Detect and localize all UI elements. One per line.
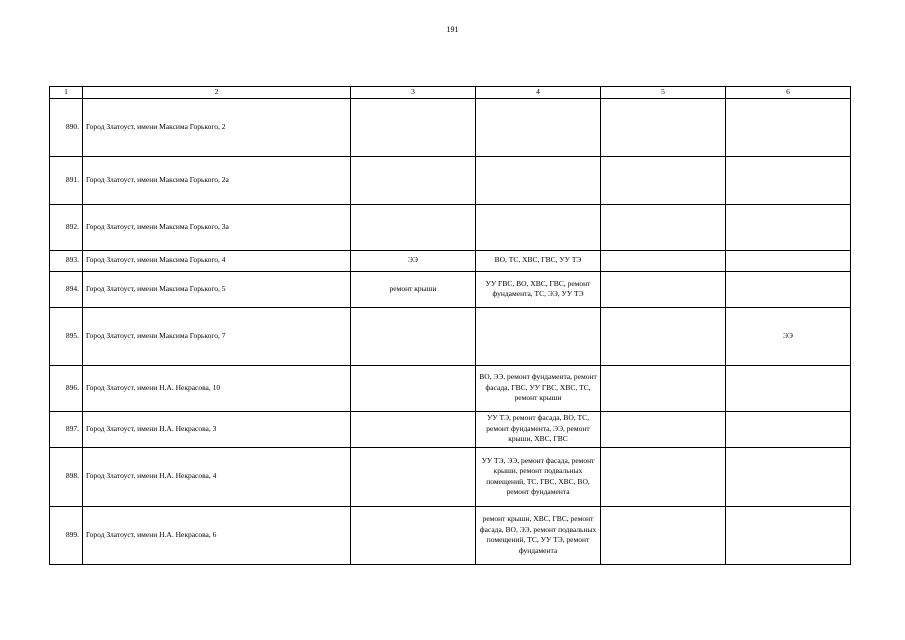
col4-cell	[476, 156, 601, 204]
page-number: 191	[446, 25, 459, 34]
col3-cell	[351, 156, 476, 204]
table-row	[50, 307, 851, 365]
table-row	[50, 204, 851, 250]
col4-cell	[476, 307, 601, 365]
col6-cell	[726, 156, 851, 204]
col4-cell: УУ ГВС, ВО, ХВС, ГВС, ремонт фундамента, ТС, ЭЭ, УУ ТЭ	[476, 271, 601, 307]
row-number: 895.	[50, 307, 83, 365]
col3-cell	[351, 411, 476, 447]
address-cell: Город Златоуст, имени Максима Горького, 2	[83, 98, 351, 156]
col6-cell	[726, 447, 851, 506]
row-number: 893.	[50, 250, 83, 271]
column-header: 2	[83, 87, 351, 99]
address-cell: Город Златоуст, имени Н.А. Некрасова, 10	[83, 365, 351, 411]
col5-cell	[601, 365, 726, 411]
row-number: 892.	[50, 204, 83, 250]
col5-cell	[601, 204, 726, 250]
col5-cell	[601, 98, 726, 156]
table-row	[50, 506, 851, 564]
col3-cell	[351, 447, 476, 506]
row-number: 896.	[50, 365, 83, 411]
column-header: 6	[726, 87, 851, 99]
row-number: 891.	[50, 156, 83, 204]
row-number: 894.	[50, 271, 83, 307]
col5-cell	[601, 271, 726, 307]
table-row	[50, 271, 851, 307]
col5-cell	[601, 411, 726, 447]
col4-cell	[476, 204, 601, 250]
row-number: 897.	[50, 411, 83, 447]
address-cell: Город Златоуст, имени Н.А. Некрасова, 4	[83, 447, 351, 506]
col4-cell: ремонт крыши, ХВС, ГВС, ремонт фасада, ВО, ЭЭ, ремонт подвальных помещений, ТС, УУ ТЭ, ремонт фундамента	[476, 506, 601, 564]
col3-cell	[351, 365, 476, 411]
address-cell: Город Златоуст, имени Максима Горького, 5	[83, 271, 351, 307]
table-row	[50, 365, 851, 411]
col3-cell: ремонт крыши	[351, 271, 476, 307]
col4-cell: ВО, ЭЭ, ремонт фундамента, ремонт фасада, ГВС, УУ ГВС, ХВС, ТС, ремонт крыши	[476, 365, 601, 411]
address-cell: Город Златоуст, имени Максима Горького, 2а	[83, 156, 351, 204]
col4-cell: УУ ТЭ, ремонт фасада, ВО, ТС, ремонт фундамента, ЭЭ, ремонт крыши, ХВС, ГВС	[476, 411, 601, 447]
col3-cell	[351, 204, 476, 250]
row-number: 899.	[50, 506, 83, 564]
column-number-row	[50, 87, 851, 99]
col3-cell: ЭЭ	[351, 250, 476, 271]
col6-cell	[726, 506, 851, 564]
address-cell: Город Златоуст, имени Н.А. Некрасова, 3	[83, 411, 351, 447]
table-row	[50, 250, 851, 271]
col5-cell	[601, 447, 726, 506]
table-row	[50, 447, 851, 506]
table-row	[50, 411, 851, 447]
address-cell: Город Златоуст, имени Максима Горького, 7	[83, 307, 351, 365]
col5-cell	[601, 307, 726, 365]
col3-cell	[351, 98, 476, 156]
address-cell: Город Златоуст, имени Максима Горького, 4	[83, 250, 351, 271]
row-number: 898.	[50, 447, 83, 506]
table-row	[50, 156, 851, 204]
address-cell: Город Златоуст, имени Н.А. Некрасова, 6	[83, 506, 351, 564]
table-row	[50, 98, 851, 156]
col4-cell	[476, 98, 601, 156]
column-header: 5	[601, 87, 726, 99]
col6-cell	[726, 204, 851, 250]
col6-cell	[726, 411, 851, 447]
column-header: 1	[50, 87, 83, 99]
col6-cell	[726, 250, 851, 271]
col6-cell: ЭЭ	[726, 307, 851, 365]
col5-cell	[601, 250, 726, 271]
col5-cell	[601, 156, 726, 204]
col6-cell	[726, 365, 851, 411]
repair-schedule-table	[49, 86, 851, 565]
col6-cell	[726, 271, 851, 307]
column-header: 3	[351, 87, 476, 99]
col5-cell	[601, 506, 726, 564]
col4-cell: ВО, ТС, ХВС, ГВС, УУ ТЭ	[476, 250, 601, 271]
column-header: 4	[476, 87, 601, 99]
col3-cell	[351, 506, 476, 564]
address-cell: Город Златоуст, имени Максима Горького, 3а	[83, 204, 351, 250]
col3-cell	[351, 307, 476, 365]
col4-cell: УУ ТЭ, ЭЭ, ремонт фасада, ремонт крыши, ремонт подвальных помещений, ТС, ГВС, ХВС, ВО, ремонт фундамента	[476, 447, 601, 506]
col6-cell	[726, 98, 851, 156]
row-number: 890.	[50, 98, 83, 156]
